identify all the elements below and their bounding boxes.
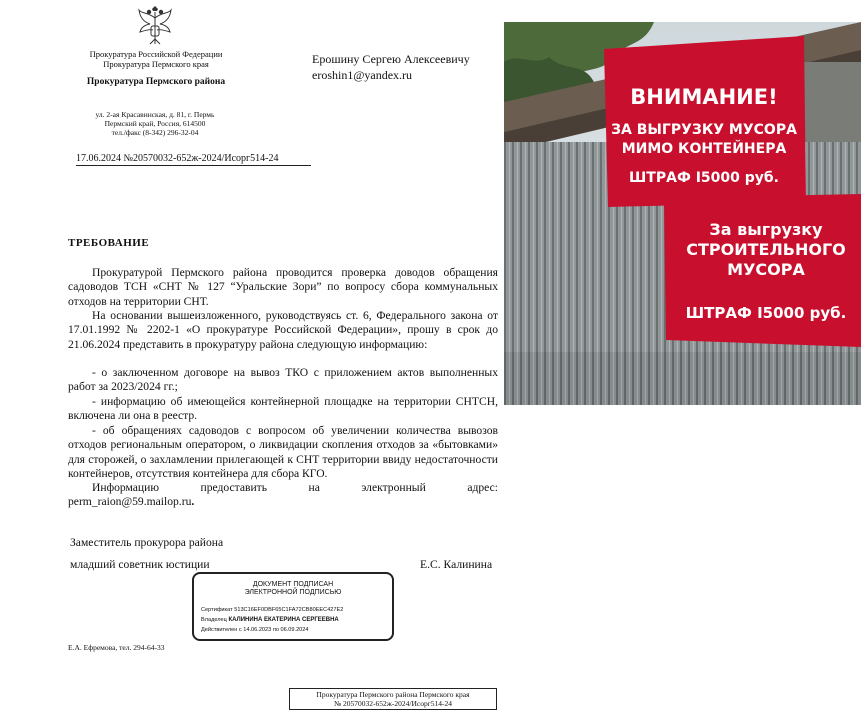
warning-sign-construction-waste	[664, 194, 861, 347]
sign1-line2: МИМО КОНТЕЙНЕРА	[621, 141, 787, 157]
footer-org: Прокуратура Пермского района Пермского края	[316, 690, 470, 699]
photo-warning-signs	[504, 22, 861, 405]
org-name: Прокуратура Пермского района	[86, 77, 226, 87]
info-email-line	[68, 481, 498, 495]
info-word: на	[308, 481, 320, 494]
org-line-federal: Прокуратура Российской Федерации	[89, 49, 223, 59]
sign1-fine: ШТРАФ I5000 руб.	[629, 170, 779, 186]
stamp-owner-row	[201, 617, 339, 623]
info-word: адрес:	[467, 481, 498, 494]
response-email-line	[68, 495, 194, 509]
info-word: предоставить	[200, 481, 268, 494]
warning-sign-dumping	[604, 36, 806, 207]
sign2-line3: МУСОРА	[727, 260, 805, 279]
electronic-signature-stamp	[192, 572, 394, 641]
org-address-street: ул. 2-ая Красавинская, д. 81, г. Пермь	[95, 110, 215, 119]
russian-emblem-icon	[136, 6, 174, 48]
response-email[interactable]: perm_raion@59.mailop.ru	[68, 495, 192, 508]
signer-position: Заместитель прокурора района	[70, 536, 224, 549]
email-period: .	[191, 495, 195, 508]
stamp-validity: Действителен с 14.06.2023 по 06.09.2024	[201, 627, 309, 633]
stamp-owner: КАЛИНИНА ЕКАТЕРИНА СЕРГЕЕВНА	[228, 617, 339, 623]
sign2-line1: За выгрузку	[709, 220, 823, 239]
footer-number: № 20570032-652ж-2024/Исорг514-24	[333, 699, 453, 708]
document-title: ТРЕБОВАНИЕ	[68, 237, 150, 249]
executor-contact: Е.А. Ефремова, тел. 294-64-33	[68, 643, 165, 652]
sign2-fine: ШТРАФ I5000 руб.	[685, 304, 847, 322]
stamp-certificate: Сертификат 513C16EF0DBF65C1FA72CB80EEC427E2	[201, 607, 344, 613]
paragraph-inspection: Прокуратурой Пермского района проводится проверка доводов обращения садоводов ТСН «СНТ № 127 “Уральские Зори” по вопросу сбора коммунальных отходов на территории СНТ.	[68, 266, 498, 308]
signer-rank: младший советник юстиции	[70, 558, 210, 571]
fence-photo-illustration	[504, 22, 861, 405]
paragraph-request: На основании вышеизложенного, руководствуясь ст. 6, Федерального закона от 17.01.1992 № 2202-1 «О прокуратуре Российской Федерации», прошу в срок до 21.06.2024 представить в прокуратуру района следующую информацию:	[68, 309, 498, 351]
stamp-subtitle: ЭЛЕКТРОННОЙ ПОДПИСЬЮ	[244, 589, 342, 596]
org-phone: тел./факс (8-342) 296-32-04	[111, 128, 199, 137]
signer-name: Е.С. Калинина	[420, 558, 493, 571]
org-line-regional: Прокуратура Пермского края	[103, 59, 209, 69]
sign1-heading: ВНИМАНИЕ!	[630, 85, 778, 109]
stamp-title: ДОКУМЕНТ ПОДПИСАН	[252, 581, 334, 588]
addressee-name: Ерошину Сергею Алексеевичу	[312, 52, 470, 66]
info-word: электронный	[361, 481, 426, 494]
request-item-contract: - о заключенном договоре на вывоз ТКО с приложением актов выполненных работ за 2023/2024 гг.;	[68, 366, 498, 394]
request-item-container-site: - информацию об имеющейся контейнерной площадке на территории СНТСН, включена ли она в реестр.	[68, 395, 498, 423]
registration-number: 17.06.2024 №20570032-652ж-2024/Исорг514-24	[76, 153, 311, 166]
sign1-line1: ЗА ВЫГРУЗКУ МУСОРА	[611, 122, 797, 138]
sign2-line2: СТРОИТЕЛЬНОГО	[686, 240, 846, 259]
stamp-owner-label: Владелец	[201, 617, 227, 623]
footer-registration-box	[289, 688, 497, 710]
info-word: Информацию	[92, 481, 159, 494]
addressee-email: eroshin1@yandex.ru	[312, 68, 413, 82]
org-address-city: Пермский край, Россия, 614500	[104, 119, 206, 128]
request-item-complaints: - об обращениях садоводов с вопросом об увеличении количества вывозов отходов региональным оператором, о ликвидации скопления отходов за «бытовками» для сторожей, о захламлении прилегающей к СНТ территории ввиду недостаточности контейнеров, отсутствия контейнера для сбора КГО.	[68, 424, 498, 480]
